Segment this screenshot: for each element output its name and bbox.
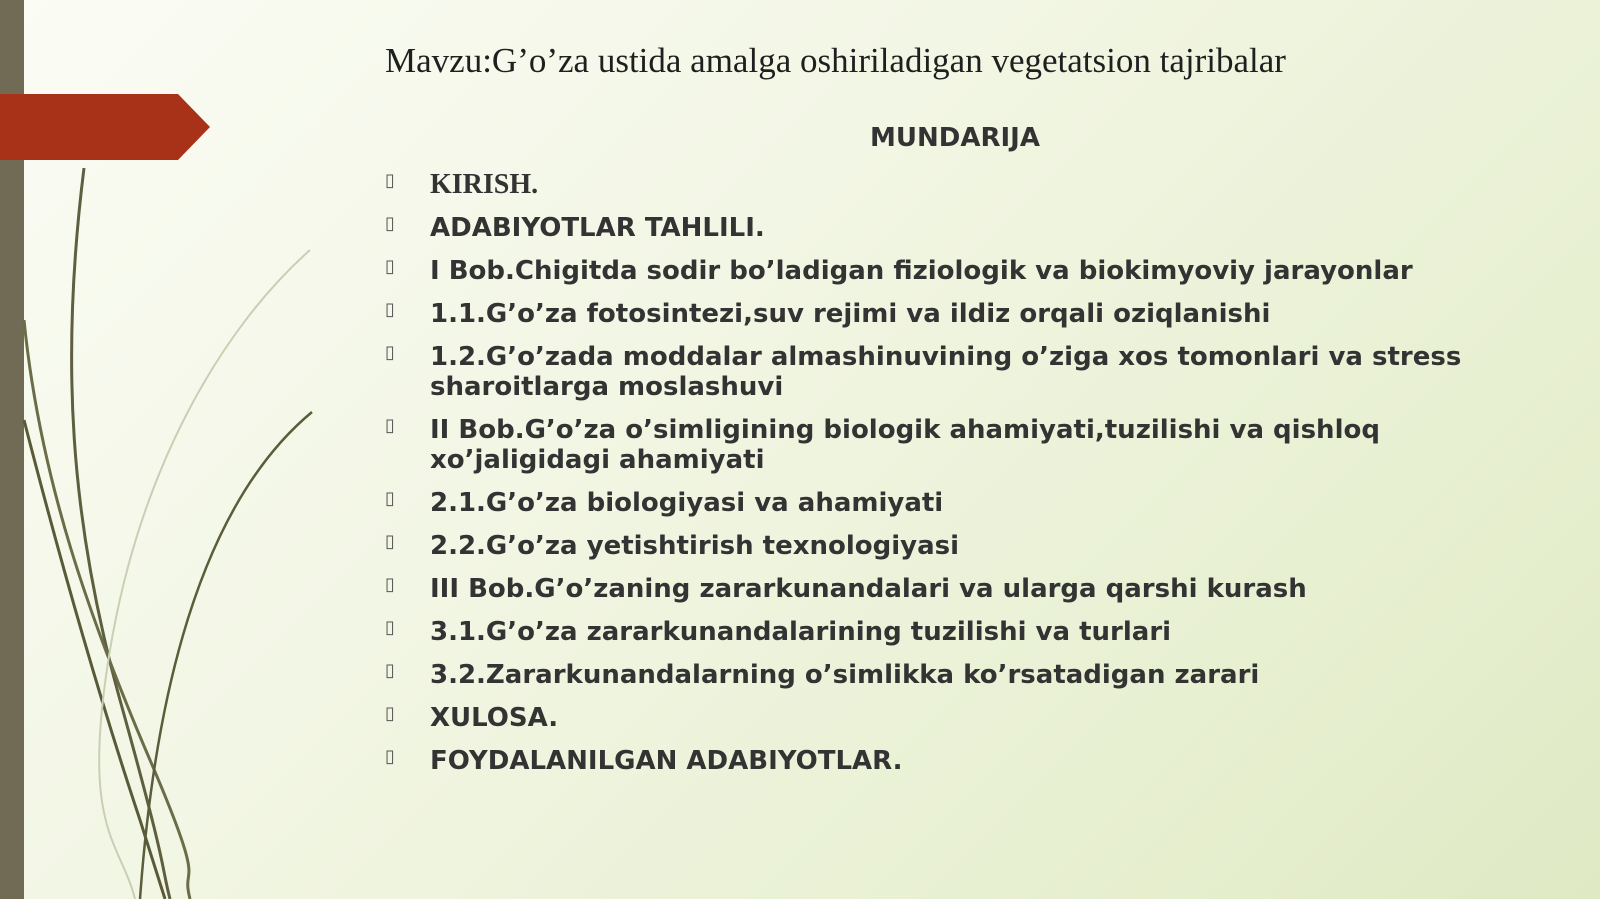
toc-item — [385, 488, 1565, 518]
bullet-icon: ▯ — [385, 256, 395, 277]
bullet-icon: ▯ — [385, 531, 395, 552]
bullet-icon: ▯ — [385, 170, 395, 191]
toc-item-label: III Bob.G’o’zaning zararkunandalari va ularga qarshi kurash — [430, 574, 1307, 604]
bullet-icon: ▯ — [385, 574, 395, 595]
toc-item-label: 3.1.G’o’za zararkunandalarining tuzilishi va turlari — [430, 617, 1172, 647]
toc-item-label: 1.2.G’o’zada moddalar almashinuvining o’ziga xos tomonlari va stress sharoitlarga moslashuvi — [430, 342, 1462, 402]
bullet-icon: ▯ — [385, 746, 395, 767]
bullet-icon: ▯ — [385, 703, 395, 724]
toc-item — [385, 415, 1565, 475]
toc-item — [385, 170, 1565, 200]
toc-item — [385, 531, 1565, 561]
bullet-icon: ▯ — [385, 415, 395, 436]
toc-list — [385, 170, 1565, 789]
toc-item-label: FOYDALANILGAN ADABIYOTLAR. — [430, 746, 903, 776]
slide-title: Mavzu:G’o’za ustida amalga oshiriladigan vegetatsion tajribalar — [385, 41, 1286, 80]
toc-item — [385, 342, 1565, 402]
bullet-icon: ▯ — [385, 299, 395, 320]
bullet-icon: ▯ — [385, 488, 395, 509]
toc-item-label: 2.2.G’o’za yetishtirish texnologiyasi — [430, 531, 960, 561]
toc-item-label: II Bob.G’o’za o’simligining biologik ahamiyati,tuzilishi va qishloq xo’jaligidagi ahamiyati — [430, 415, 1380, 475]
toc-item — [385, 617, 1565, 647]
toc-item-label: XULOSA. — [430, 703, 559, 733]
toc-item-label: ADABIYOTLAR TAHLILI. — [430, 213, 765, 243]
toc-item-label: 1.1.G’o’za fotosintezi,suv rejimi va ildiz orqali oziqlanishi — [430, 299, 1271, 329]
toc-item — [385, 703, 1565, 733]
bullet-icon: ▯ — [385, 342, 395, 363]
toc-item — [385, 256, 1565, 286]
toc-item — [385, 213, 1565, 243]
bullet-icon: ▯ — [385, 660, 395, 681]
bullet-icon: ▯ — [385, 213, 395, 234]
toc-item — [385, 660, 1565, 690]
toc-item — [385, 746, 1565, 776]
toc-heading: MUNDARIJA — [870, 123, 1040, 153]
toc-item-label: 3.2.Zararkunandalarning o’simlikka ko’rsatadigan zarari — [430, 660, 1260, 690]
toc-item-label: I Bob.Chigitda sodir bo’ladigan fiziologik va biokimyoviy jarayonlar — [430, 256, 1413, 286]
bullet-icon: ▯ — [385, 617, 395, 638]
toc-item — [385, 574, 1565, 604]
title-accent-arrow — [0, 94, 210, 160]
toc-item — [385, 299, 1565, 329]
toc-item-label: KIRISH. — [430, 169, 539, 200]
toc-item-label: 2.1.G’o’za biologiyasi va ahamiyati — [430, 488, 944, 518]
